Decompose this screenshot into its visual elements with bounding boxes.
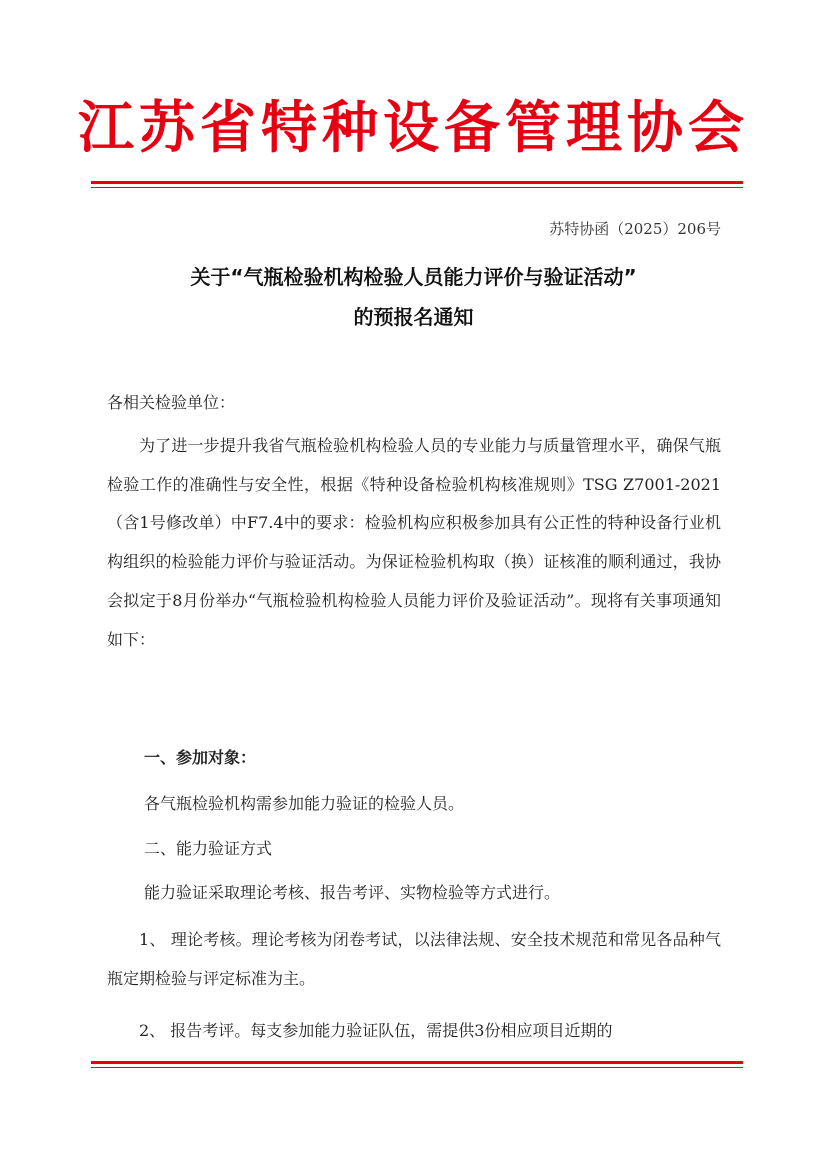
salutation: 各相关检验单位： <box>107 393 236 412</box>
org-masthead: 江苏省特种设备管理协会 <box>78 96 749 161</box>
notice-title-line2: 的预报名通知 <box>353 305 474 329</box>
footer-rule-thick <box>91 1061 743 1064</box>
section1-heading: 一、参加对象： <box>144 748 257 767</box>
header-rule-thick <box>91 181 743 184</box>
section2-heading: 二、能力验证方式 <box>144 839 273 858</box>
item1-paragraph: 1、 理论考核。理论考核为闭卷考试，以法律法规、安全技术规范和常见各品种气瓶定期检验与评定标准为主。 <box>107 930 721 988</box>
document-number: 苏特协函（2025）206号 <box>549 220 721 238</box>
section1-body: 各气瓶检验机构需参加能力验证的检验人员。 <box>144 794 465 813</box>
section2-body: 能力验证采取理论考核、报告考评、实物检验等方式进行。 <box>144 883 561 902</box>
header-rule-thin <box>91 187 743 188</box>
item2-paragraph: 2、 报告考评。每支参加能力验证队伍，需提供3份相应项目近期的 <box>139 1021 613 1040</box>
footer-rule-thin <box>91 1067 743 1068</box>
intro-paragraph: 为了进一步提升我省气瓶检验机构检验人员的专业能力与质量管理水平，确保气瓶检验工作的准确性与安全性，根据《特种设备检验机构核准规则》TSG Z7001-2021（含1号修改单）中F7.4中的要求：检验机构应积极参加具有公正性的特种设备行业机构组织的检验能力评价与验证活动。为保证检验机构取（换）证核准的顺利通过，我协会拟定于8月份举办“气瓶检验机构检验人员能力评价及验证活动”。现将有关事项通知如下： <box>107 436 721 649</box>
notice-title-line1: 关于“气瓶检验机构检验人员能力评价与验证活动” <box>190 265 637 289</box>
